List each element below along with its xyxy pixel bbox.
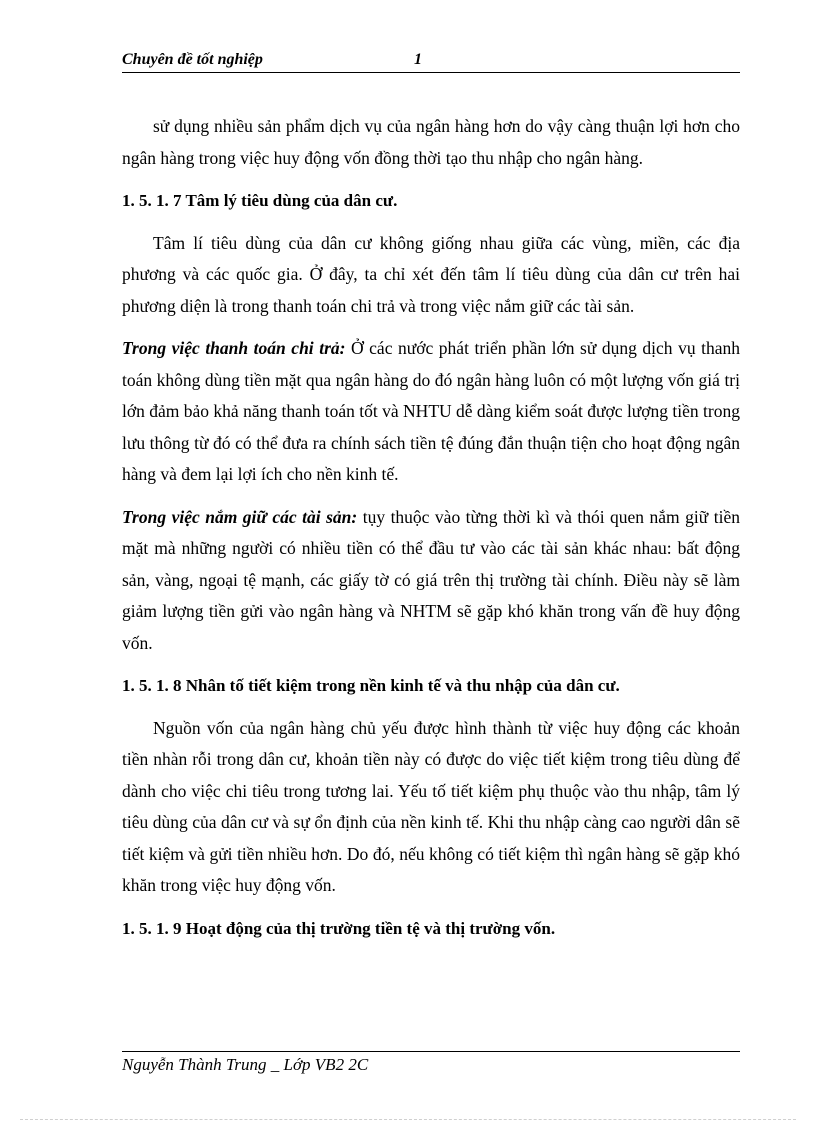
- paragraph-savings: Nguồn vốn của ngân hàng chủ yếu được hình thành từ việc huy động các khoản tiền nhàn rỗi trong dân cư, khoản tiền này có được do việc tiết kiệm trong tiêu dùng để dành cho việc chi tiêu trong tương lai. Yếu tố tiết kiệm phụ thuộc vào thu nhập, tâm lý tiêu dùng của dân cư và sự ổn định của nền kinh tế. Khi thu nhập càng cao người dân sẽ tiết kiệm và gửi tiền nhiều hơn. Do đó, nếu không có tiết kiệm thì ngân hàng sẽ gặp khó khăn trong việc huy động vốn.: [122, 717, 740, 895]
- paragraph-text-asset-holding: tụy thuộc vào từng thời kì và thói quen nắm giữ tiền mặt mà những người có nhiều tiền có thể đầu tư vào các tài sản khác nhau: bất động sản, vàng, ngoại tệ mạnh, các giấy tờ có giá trên thị trường tài chính. Điều này sẽ làm giảm lượng tiền gửi vào ngân hàng và NHTM sẽ gặp khó khăn trong vấn đề huy động vốn.: [122, 506, 740, 653]
- page-bottom-edge: [20, 1119, 796, 1120]
- paragraph-payment: [122, 333, 740, 491]
- document-body: [122, 111, 740, 955]
- paragraph-consumer-psychology: Tâm lí tiêu dùng của dân cư không giống nhau giữa các vùng, miền, các địa phương và các quốc gia. Ở đây, ta chỉ xét đến tâm lí tiêu dùng của dân cư trên hai phương diện là trong thanh toán chi trả và trong việc nắm giữ các tài sản.: [122, 232, 740, 316]
- paragraph-continuation: sử dụng nhiều sản phẩm dịch vụ của ngân hàng hơn do vậy càng thuận lợi hơn cho ngân hàng trong việc huy động vốn đồng thời tạo thu nhập cho ngân hàng.: [122, 116, 740, 168]
- paragraph-text-payment: Ở các nước phát triển phần lớn sử dụng dịch vụ thanh toán không dùng tiền mặt qua ngân hàng do đó ngân hàng luôn có một lượng vốn giá trị lớn đảm bảo khả năng thanh toán tốt và NHTU dễ dàng kiểm soát được lượng tiền trong lưu thông từ đó có thể đưa ra chính sách tiền tệ đúng đắn thuận tiện cho hoạt động ngân hàng và đem lại lợi ích cho nền kinh tế.: [122, 338, 740, 484]
- paragraph-asset-holding: [122, 502, 740, 660]
- document-title: Chuyên đề tốt nghiệp: [122, 51, 263, 68]
- paragraph-lead-asset-holding: Trong việc nắm giữ các tài sản:: [122, 506, 358, 527]
- page-number: 1: [414, 51, 422, 68]
- section-heading-1-5-1-8: 1. 5. 1. 8 Nhân tố tiết kiệm trong nền kinh tế và thu nhập của dân cư.: [122, 676, 620, 695]
- page-footer: [122, 1051, 740, 1074]
- page-header: [122, 50, 740, 73]
- section-heading-1-5-1-9: 1. 5. 1. 9 Hoạt động của thị trường tiền tệ và thị trường vốn.: [122, 918, 556, 938]
- section-heading-1-5-1-7: 1. 5. 1. 7 Tâm lý tiêu dùng của dân cư.: [122, 191, 398, 210]
- paragraph-lead-payment: Trong việc thanh toán chi trả:: [122, 338, 346, 358]
- footer-author: Nguyễn Thành Trung _ Lớp VB2 2C: [122, 1055, 369, 1074]
